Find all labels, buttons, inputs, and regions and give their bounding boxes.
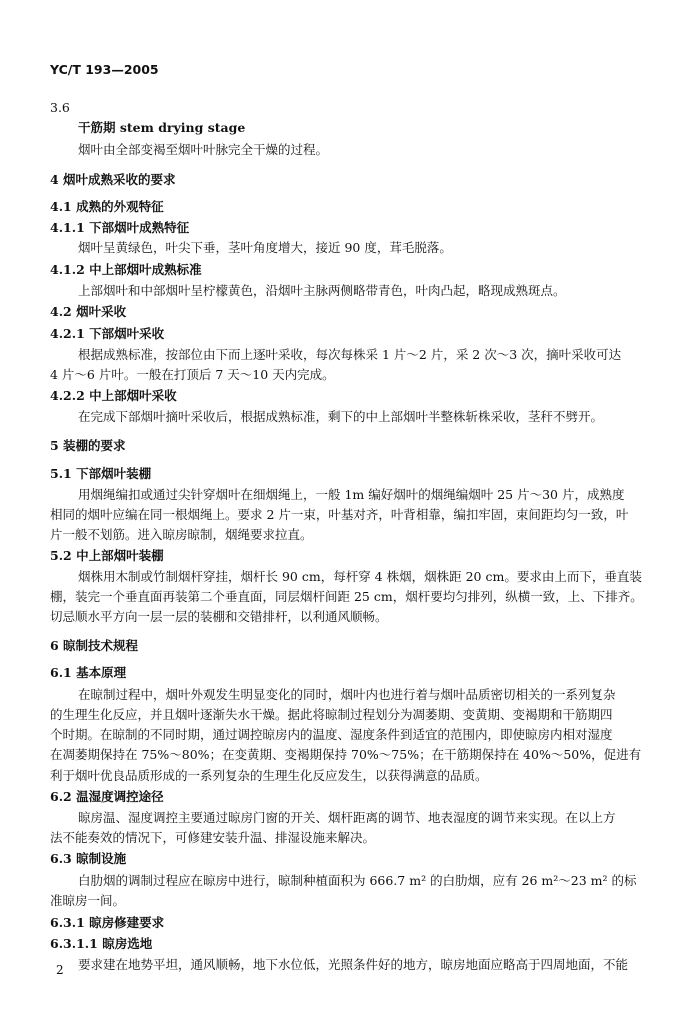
text-line: 5.1 下部烟叶装棚	[50, 466, 152, 481]
text-line: 4.2.1 下部烟叶采收	[50, 326, 165, 341]
text-line: 棚，装完一个垂直面再装第二个垂直面，同层烟杆间距 25 cm，烟杆要均匀排列，纵横一致，上、下排齐。	[50, 589, 643, 604]
text-line: 利于烟叶优良品质形成的一系列复杂的生理生化反应发生，以获得满意的品质。	[50, 768, 488, 783]
text-line: 烟叶由全部变褐至烟叶叶脉完全干燥的过程。	[78, 142, 329, 157]
text-line: 在凋萎期保持在 75%～80%；在变黄期、变褐期保持 70%～75%；在干筋期保持在 40%～50%，促进有	[50, 747, 642, 762]
text-line: 上部烟叶和中部烟叶呈柠檬黄色，沿烟叶主脉两侧略带青色，叶肉凸起，略现成熟斑点。	[78, 283, 566, 298]
text-line: 法不能奏效的情况下，可修建安装升温、排湿设施来解决。	[50, 830, 376, 845]
text-line: 片一般不划筋。进入晾房晾制，烟绳要求拉直。	[50, 527, 313, 542]
text-line: 6.3.1 晾房修建要求	[50, 915, 165, 930]
text-line: 6.2 温湿度调控途径	[50, 789, 164, 804]
text-line: 在完成下部烟叶摘叶采收后，根据成熟标准，剩下的中上部烟叶半整株斩株采收，茎秆不劈开。	[78, 409, 604, 424]
text-line: 4.1.2 中上部烟叶成熟标准	[50, 262, 202, 277]
text-line: 6.1 基本原理	[50, 665, 127, 680]
text-line: 6 晾制技术规程	[50, 638, 139, 653]
text-line: 相同的烟叶应编在同一根烟绳上。要求 2 片一束，叶基对齐，叶背相靠，编扣牢固，束间距均匀一致，叶	[50, 507, 629, 522]
text-line: 切忌顺水平方向一层一层的装棚和交错排杆，以利通风顺畅。	[50, 609, 388, 624]
text-line: 晾房温、湿度调控主要通过晾房门窗的开关、烟杆距离的调节、地表湿度的调节来实现。在以上方	[78, 810, 616, 825]
text-line: 干筋期 stem drying stage	[78, 120, 246, 135]
text-line: 在晾制过程中，烟叶外观发生明显变化的同时，烟叶内也进行着与烟叶品质密切相关的一系列复杂	[78, 687, 616, 702]
text-line: 个时期。在晾制的不同时期，通过调控晾房内的温度、湿度条件到适宜的范围内，即使晾房内相对湿度	[50, 727, 613, 742]
text-line: 6.3.1.1 晾房选地	[50, 936, 153, 951]
text-line: 准晾房一间。	[50, 893, 126, 908]
text-line: 4.1 成熟的外观特征	[50, 199, 164, 214]
text-line: 4 烟叶成熟采收的要求	[50, 172, 176, 187]
text-line: 用烟绳编扣或通过尖针穿烟叶在细烟绳上，一般 1m 编好烟叶的烟绳编烟叶 25 片～30 片，成熟度	[78, 487, 625, 502]
text-line: 4.2 烟叶采收	[50, 304, 127, 319]
standard-code-header: YC/T 193—2005	[50, 62, 159, 77]
text-line: 4 片～6 片叶。一般在打顶后 7 天～10 天内完成。	[50, 367, 335, 382]
text-line: 根据成熟标准，按部位由下而上逐叶采收，每次每株采 1 片～2 片，采 2 次～3 次，摘叶采收可达	[78, 347, 622, 362]
text-line: 白肋烟的调制过程应在晾房中进行，晾制种植面积为 666.7 m² 的白肋烟，应有 26 m²～23 m² 的标	[78, 873, 637, 888]
page-number: 2	[56, 963, 64, 977]
text-line: 4.2.2 中上部烟叶采收	[50, 388, 177, 403]
text-line: 烟叶呈黄绿色，叶尖下垂，茎叶角度增大，接近 90 度，茸毛脱落。	[78, 240, 452, 255]
text-line: 6.3 晾制设施	[50, 851, 127, 866]
text-line: 的生理生化反应，并且烟叶逐渐失水干燥。据此将晾制过程划分为凋萎期、变黄期、变褐期和干筋期四	[50, 707, 613, 722]
text-line: 要求建在地势平坦，通风顺畅，地下水位低，光照条件好的地方，晾房地面应略高于四周地面，不能	[78, 957, 629, 972]
text-line: 烟株用木制或竹制烟杆穿挂，烟杆长 90 cm，每杆穿 4 株烟，烟株距 20 cm。要求由上而下，垂直装	[78, 569, 642, 584]
text-line: 3.6	[50, 100, 70, 115]
text-line: 5 装棚的要求	[50, 438, 126, 453]
text-line: 4.1.1 下部烟叶成熟特征	[50, 220, 190, 235]
text-line: 5.2 中上部烟叶装棚	[50, 548, 164, 563]
